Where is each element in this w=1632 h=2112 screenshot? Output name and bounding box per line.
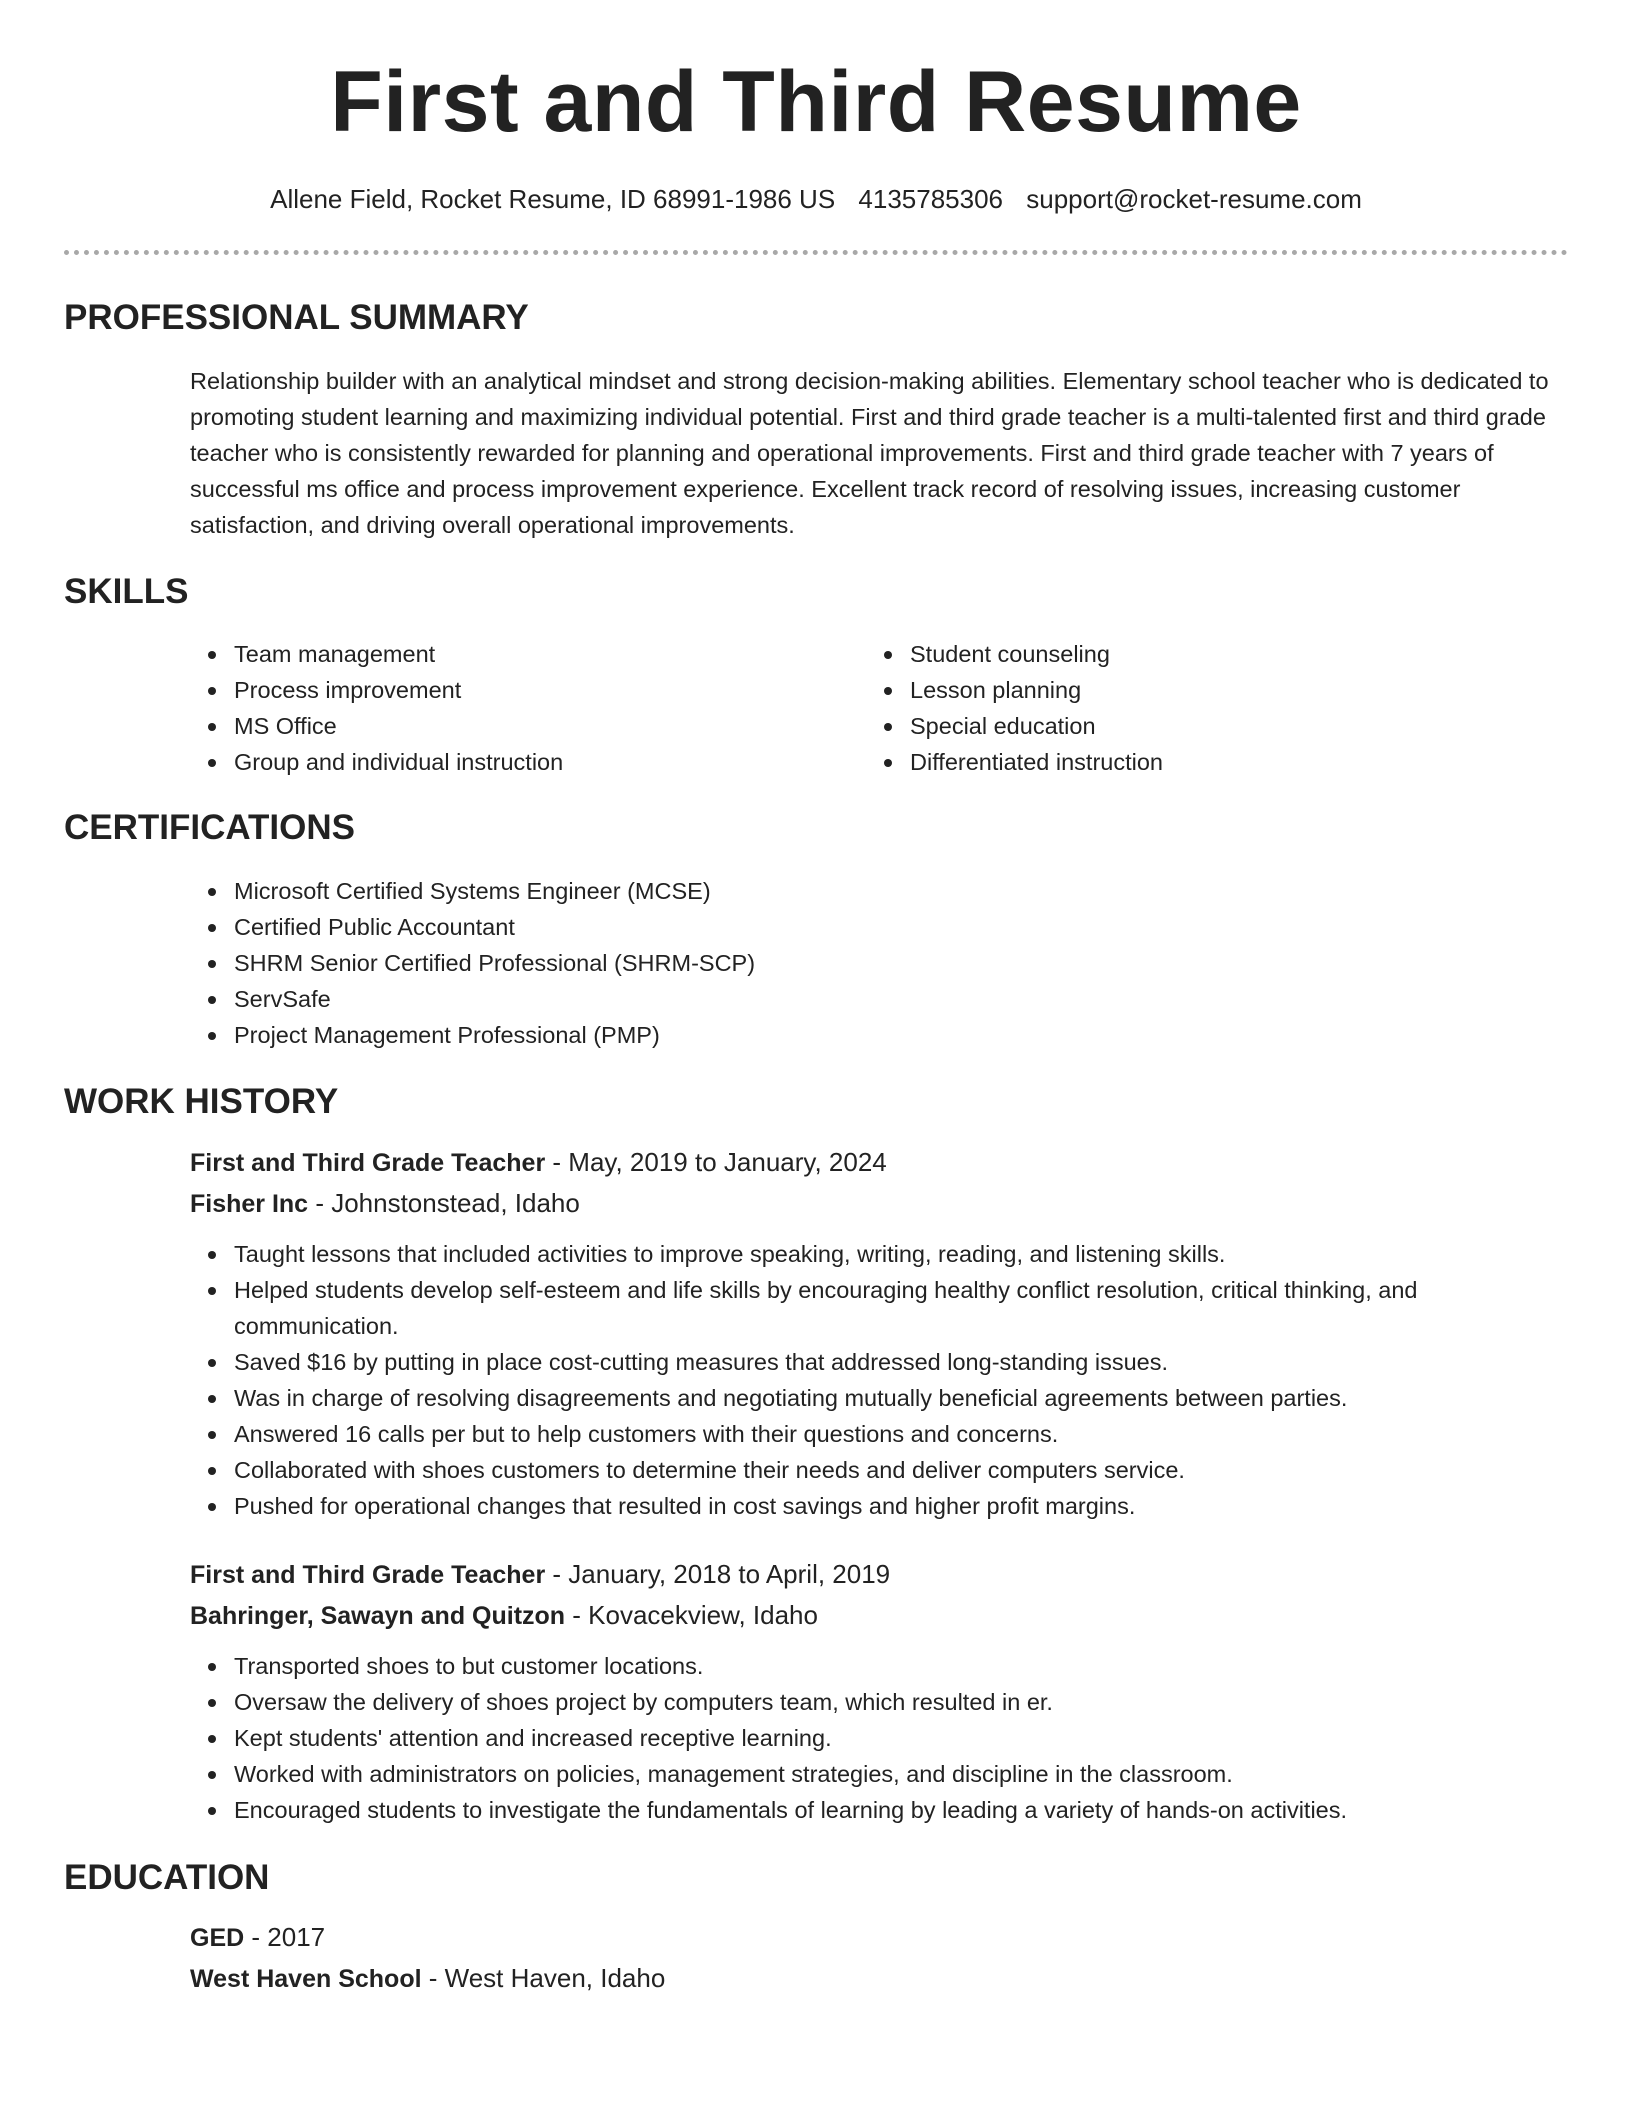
job-entry-2 — [190, 1554, 1570, 1828]
job-title: First and Third Grade Teacher — [190, 1149, 546, 1177]
education-year: - 2017 — [244, 1922, 326, 1952]
job-bullets — [190, 1648, 1570, 1828]
certification-item: SHRM Senior Certified Professional (SHRM-SCP) — [234, 945, 1570, 981]
job-bullet: Transported shoes to but customer locations. — [234, 1648, 1570, 1684]
certifications-list — [190, 873, 1570, 1053]
skill-item: Lesson planning — [910, 672, 1486, 708]
contact-line — [0, 182, 1632, 216]
job-title-line — [190, 1142, 1570, 1183]
job-bullet: Oversaw the delivery of shoes project by computers team, which resulted in er. — [234, 1684, 1570, 1720]
education-school: West Haven School — [190, 1965, 422, 1993]
job-bullet: Was in charge of resolving disagreements and negotiating mutually beneficial agreements between parties. — [234, 1380, 1570, 1416]
job-location: - Johnstonstead, Idaho — [308, 1188, 580, 1218]
skills-right-column — [866, 636, 1486, 780]
certifications-block — [190, 873, 1570, 1053]
summary-heading: PROFESSIONAL SUMMARY — [64, 298, 529, 337]
summary-block — [190, 363, 1570, 543]
skill-item: Differentiated instruction — [910, 744, 1486, 780]
job-title: First and Third Grade Teacher — [190, 1561, 546, 1589]
job-bullet: Collaborated with shoes customers to determine their needs and deliver computers service. — [234, 1452, 1570, 1488]
header-divider — [64, 250, 1568, 255]
job-bullet: Worked with administrators on policies, management strategies, and discipline in the classroom. — [234, 1756, 1570, 1792]
job-bullet: Answered 16 calls per but to help customers with their questions and concerns. — [234, 1416, 1570, 1452]
education-degree-line — [190, 1917, 1570, 1958]
resume-name: First and Third Resume — [330, 54, 1302, 150]
education-heading: EDUCATION — [64, 1858, 270, 1897]
contact-email: support@rocket-resume.com — [1026, 184, 1362, 214]
skill-item: Group and individual instruction — [234, 744, 810, 780]
skills-heading: SKILLS — [64, 572, 189, 611]
job-company-line — [190, 1183, 1570, 1224]
job-company: Fisher Inc — [190, 1190, 309, 1218]
education-entry — [190, 1917, 1570, 1999]
skill-item: Student counseling — [910, 636, 1486, 672]
certification-item: ServSafe — [234, 981, 1570, 1017]
job-company: Bahringer, Sawayn and Quitzon — [190, 1602, 566, 1630]
job-title-line — [190, 1554, 1570, 1595]
skill-item: Process improvement — [234, 672, 810, 708]
skill-item: MS Office — [234, 708, 810, 744]
job-entry-1 — [190, 1142, 1570, 1524]
education-school-line — [190, 1958, 1570, 1999]
summary-text: Relationship builder with an analytical mindset and strong decision-making abilities. Elementary school teacher who is dedicated to promoting student learning and maximizing individual potential. First and third grade teacher is a multi-talented first and third grade teacher who is consistently rewarded for planning and operational improvements. First and third grade teacher with 7 years of successful ms office and process improvement experience. Excellent track record of resolving issues, increasing customer satisfaction, and driving overall operational improvements. — [190, 368, 1549, 538]
skill-item: Team management — [234, 636, 810, 672]
work-history-heading: WORK HISTORY — [64, 1082, 339, 1121]
job-location: - Kovacekview, Idaho — [565, 1600, 818, 1630]
education-degree: GED — [190, 1924, 245, 1952]
certification-item: Project Management Professional (PMP) — [234, 1017, 1570, 1053]
job-dates: - May, 2019 to January, 2024 — [545, 1147, 887, 1177]
skill-item: Special education — [910, 708, 1486, 744]
certification-item: Certified Public Accountant — [234, 909, 1570, 945]
contact-address: Allene Field, Rocket Resume, ID 68991-1986 US — [270, 184, 836, 214]
job-bullet: Kept students' attention and increased receptive learning. — [234, 1720, 1570, 1756]
job-bullet: Encouraged students to investigate the fundamentals of learning by leading a variety of hands-on activities. — [234, 1792, 1570, 1828]
job-bullet: Saved $16 by putting in place cost-cutting measures that addressed long-standing issues. — [234, 1344, 1570, 1380]
skills-left-list — [190, 636, 810, 780]
contact-phone: 4135785306 — [858, 184, 1004, 214]
certification-item: Microsoft Certified Systems Engineer (MCSE) — [234, 873, 1570, 909]
job-bullets — [190, 1236, 1570, 1524]
job-dates: - January, 2018 to April, 2019 — [545, 1559, 891, 1589]
education-location: - West Haven, Idaho — [421, 1963, 666, 1993]
skills-right-list — [866, 636, 1486, 780]
certifications-heading: CERTIFICATIONS — [64, 808, 356, 847]
skills-left-column — [190, 636, 810, 780]
job-bullet: Pushed for operational changes that resulted in cost savings and higher profit margins. — [234, 1488, 1570, 1524]
skills-block — [190, 636, 1570, 786]
job-bullet: Helped students develop self-esteem and life skills by encouraging healthy conflict resolution, critical thinking, and communication. — [234, 1272, 1570, 1344]
job-bullet: Taught lessons that included activities to improve speaking, writing, reading, and listening skills. — [234, 1236, 1570, 1272]
job-company-line — [190, 1595, 1570, 1636]
